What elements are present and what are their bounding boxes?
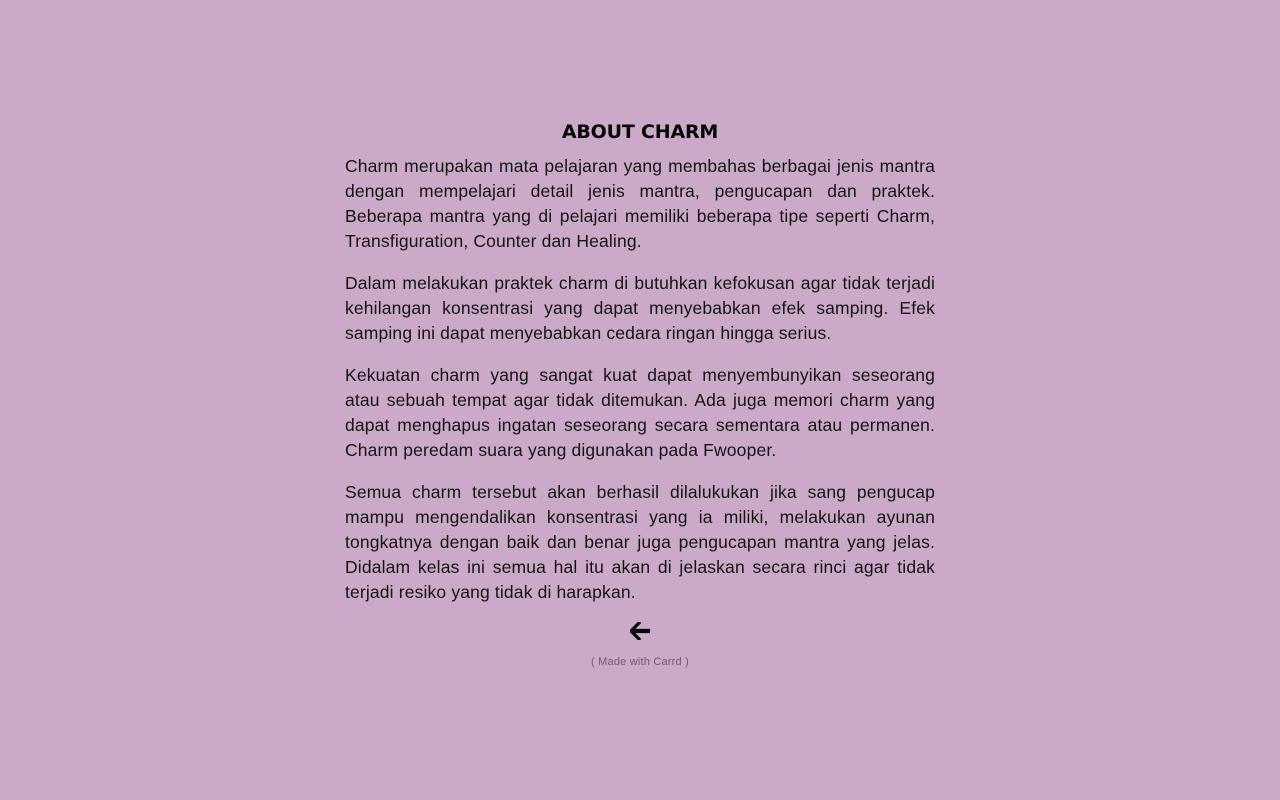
about-section: [345, 118, 935, 668]
back-navigation: [345, 616, 935, 646]
paragraph-power: Kekuatan charm yang sangat kuat dapat menyembunyikan seseorang atau sebuah tempat agar tidak ditemukan. Ada juga memori charm yang dapat menghapus ingatan seseorang secara sementara atau permanen. Charm peredam suara yang digunakan pada Fwooper.: [345, 365, 935, 460]
made-with-carrd-link[interactable]: ( Made with Carrd ): [591, 656, 689, 668]
made-with-carrd-footer: [345, 656, 935, 668]
paragraph-practice: Dalam melakukan praktek charm di butuhkan kefokusan agar tidak terjadi kehilangan konsentrasi yang dapat menyebabkan efek samping. Efek samping ini dapat menyebabkan cedara ringan hingga serius.: [345, 273, 935, 343]
back-button[interactable]: [625, 616, 655, 646]
arrow-left-icon: [630, 622, 650, 640]
paragraph-conclusion: Semua charm tersebut akan berhasil dilalukukan jika sang pengucap mampu mengendalikan konsentrasi yang ia miliki, melakukan ayunan tongkatnya dengan baik dan benar juga pengucapan mantra yang jelas. Didalam kelas ini semua hal itu akan di jelaskan secara rinci agar tidak terjadi resiko yang tidak di harapkan.: [345, 482, 935, 602]
paragraph-intro: Charm merupakan mata pelajaran yang membahas berbagai jenis mantra dengan mempelajari detail jenis mantra, pengucapan dan praktek. Beberapa mantra yang di pelajari memiliki beberapa tipe seperti Charm, Transfiguration, Counter dan Healing.: [345, 156, 935, 251]
page-title: ABOUT CHARM: [561, 121, 719, 143]
